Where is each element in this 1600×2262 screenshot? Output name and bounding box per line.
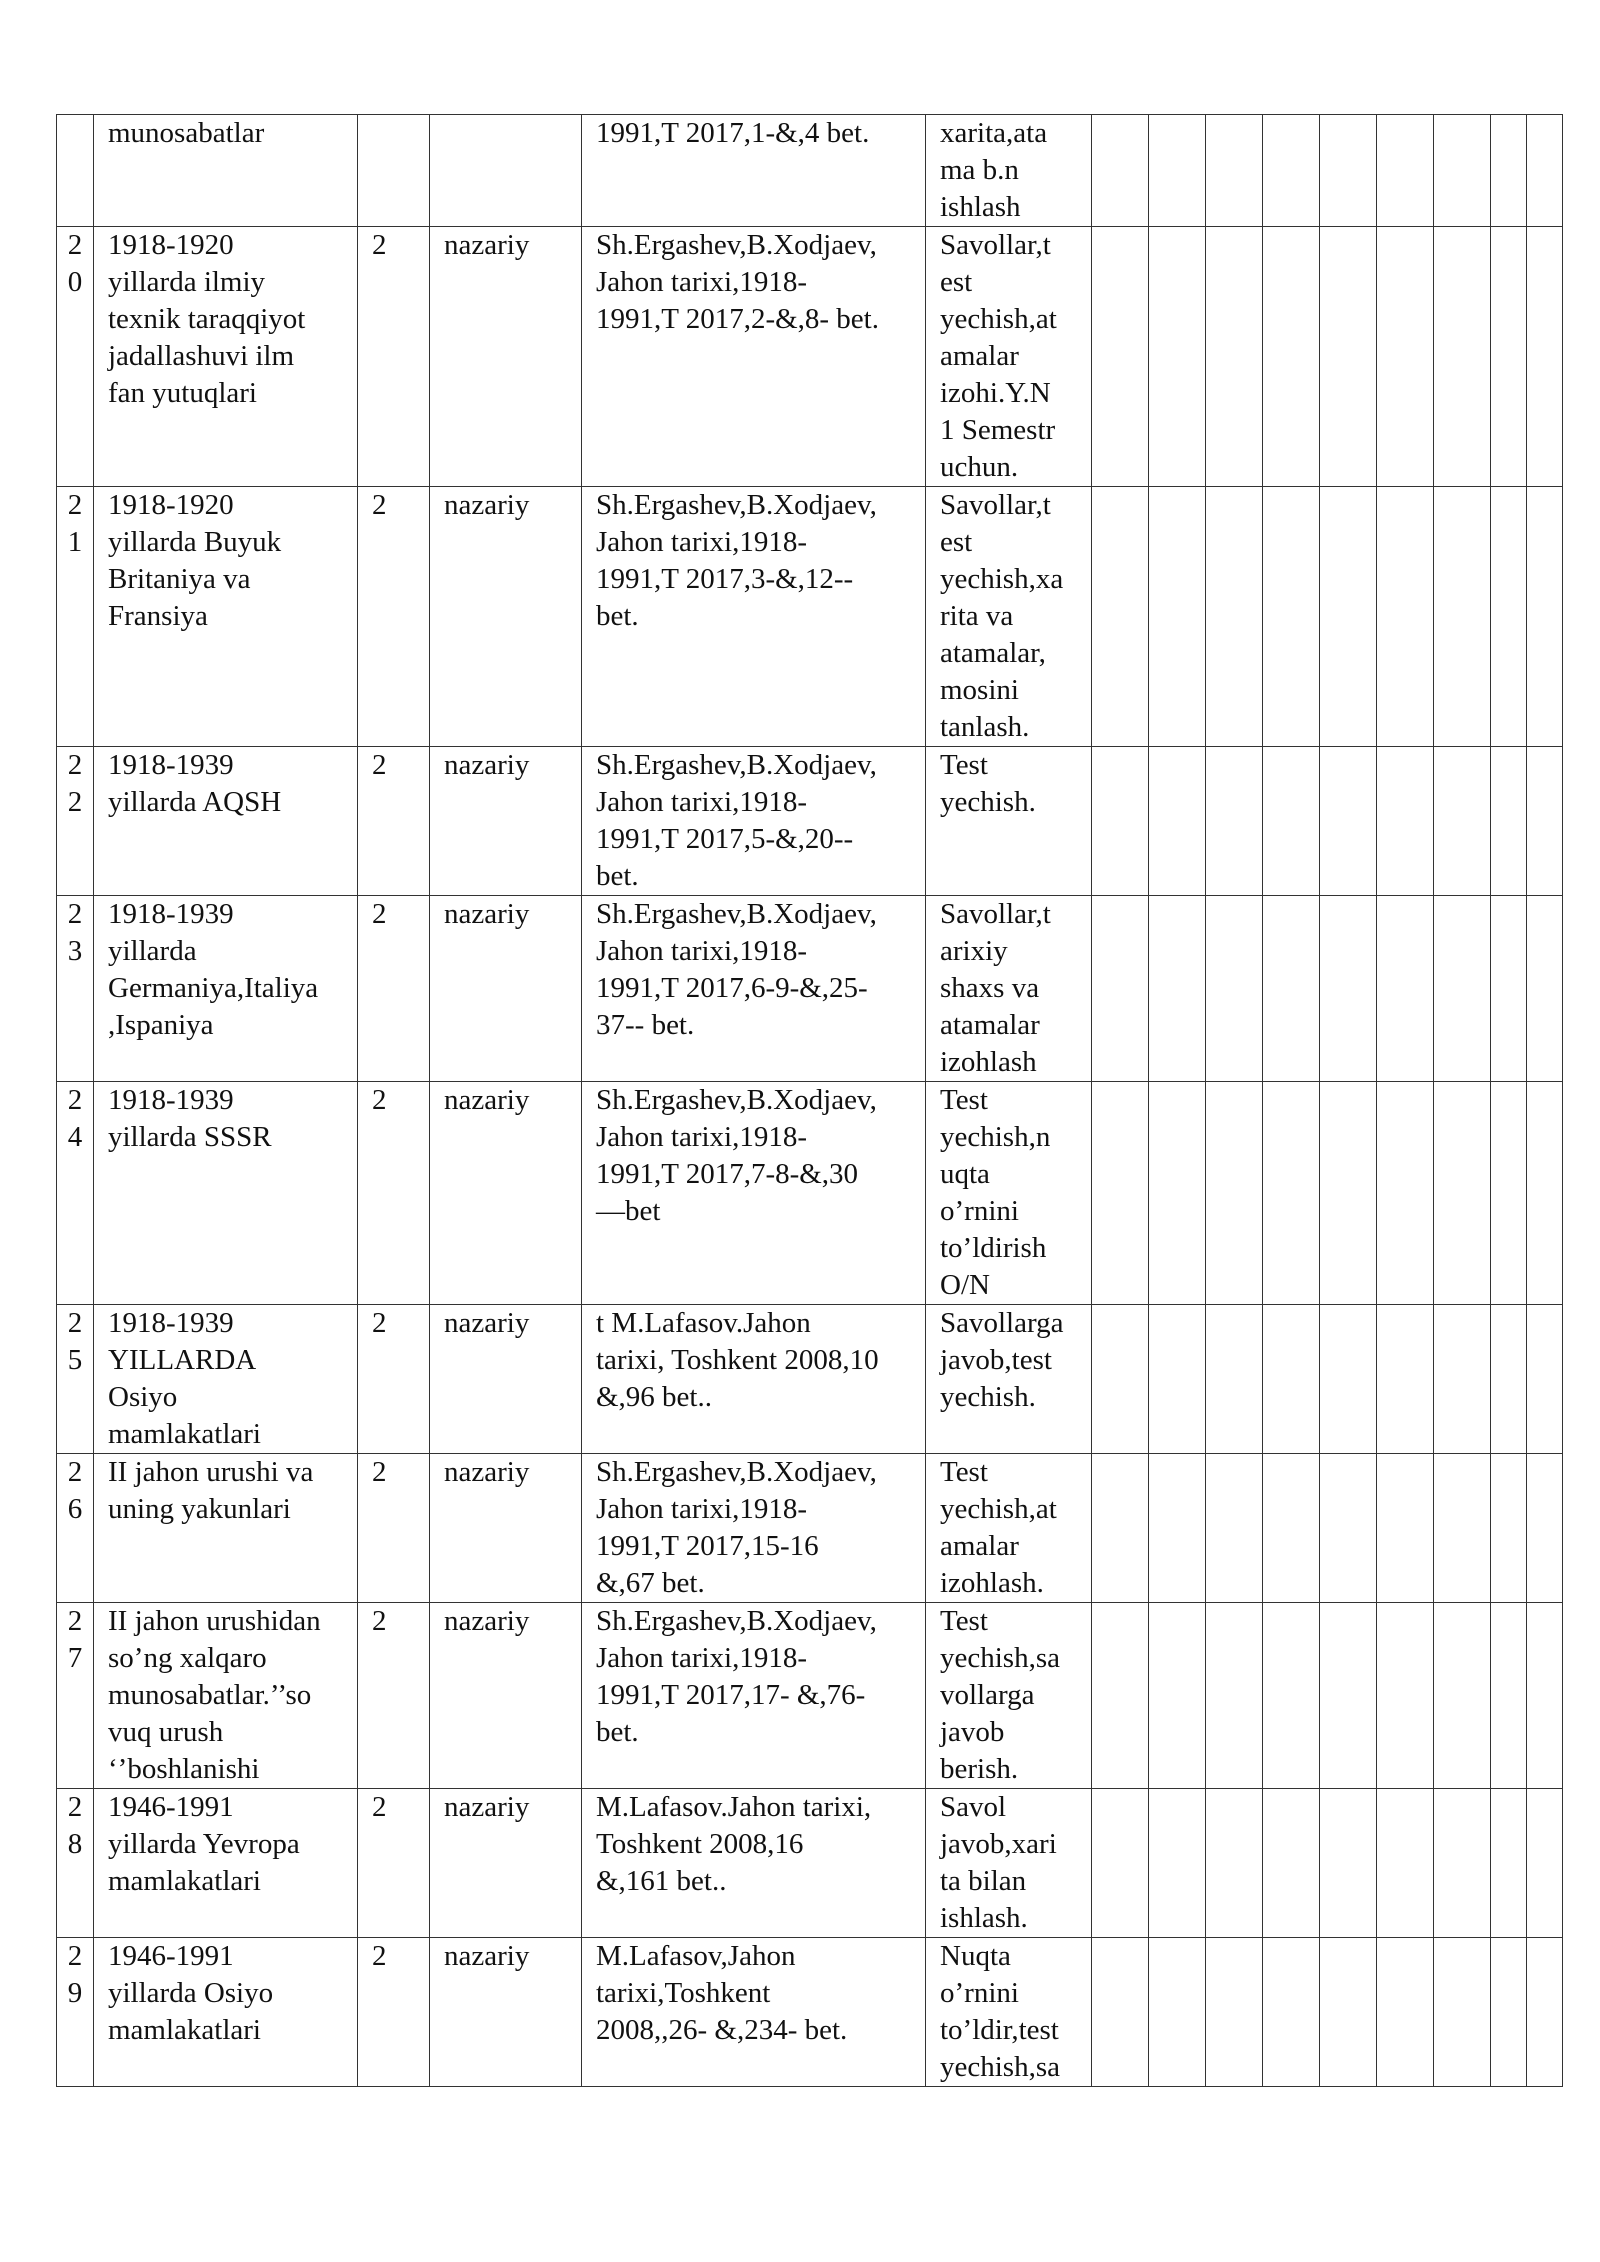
assignment-cell: Test yechish. — [926, 747, 1092, 896]
topic-cell: 1946-1991 yillarda Yevropa mamlakatlari — [94, 1789, 358, 1938]
table-row — [57, 1938, 1563, 2087]
literature-cell: Sh.Ergashev,B.Xodjaev, Jahon tarixi,1918- 1991,T 2017,2-&,8- bet. — [582, 227, 926, 487]
lesson-number-cell: 2 9 — [57, 1938, 94, 2087]
empty-week-cell — [1527, 1454, 1563, 1603]
empty-week-cell — [1206, 1938, 1263, 2087]
empty-week-cell — [1377, 1305, 1434, 1454]
topic-cell: 1918-1920 yillarda ilmiy texnik taraqqiyot jadallashuvi ilm fan yutuqlari — [94, 227, 358, 487]
lesson-type-cell: nazariy — [430, 227, 582, 487]
empty-week-cell — [1434, 1454, 1491, 1603]
topic-cell: II jahon urushi va uning yakunlari — [94, 1454, 358, 1603]
lesson-plan-table — [56, 114, 1563, 2087]
empty-week-cell — [1491, 1082, 1527, 1305]
empty-week-cell — [1149, 1305, 1206, 1454]
empty-week-cell — [1377, 747, 1434, 896]
lesson-type-cell: nazariy — [430, 487, 582, 747]
topic-cell: 1918-1939 yillarda SSSR — [94, 1082, 358, 1305]
assignment-cell: Savollar,t est yechish,at amalar izohi.Y.N 1 Semestr uchun. — [926, 227, 1092, 487]
empty-week-cell — [1149, 1454, 1206, 1603]
hours-cell: 2 — [358, 896, 430, 1082]
hours-cell: 2 — [358, 1789, 430, 1938]
empty-week-cell — [1491, 1938, 1527, 2087]
empty-week-cell — [1377, 227, 1434, 487]
empty-week-cell — [1092, 1082, 1149, 1305]
table-row — [57, 487, 1563, 747]
lesson-number-cell: 2 5 — [57, 1305, 94, 1454]
topic-cell: 1918-1920 yillarda Buyuk Britaniya va Fransiya — [94, 487, 358, 747]
table-body — [57, 115, 1563, 2087]
lesson-number-cell: 2 1 — [57, 487, 94, 747]
topic-cell: 1918-1939 yillarda AQSH — [94, 747, 358, 896]
literature-cell: Sh.Ergashev,B.Xodjaev, Jahon tarixi,1918- 1991,T 2017,5-&,20-- bet. — [582, 747, 926, 896]
empty-week-cell — [1377, 115, 1434, 227]
empty-week-cell — [1377, 1603, 1434, 1789]
empty-week-cell — [1527, 1305, 1563, 1454]
lesson-type-cell: nazariy — [430, 1603, 582, 1789]
hours-cell: 2 — [358, 1938, 430, 2087]
topic-cell: II jahon urushidan so’ng xalqaro munosabatlar.’’so vuq urush ‘’boshlanishi — [94, 1603, 358, 1789]
empty-week-cell — [1092, 896, 1149, 1082]
empty-week-cell — [1263, 1454, 1320, 1603]
empty-week-cell — [1527, 1789, 1563, 1938]
table-row — [57, 1305, 1563, 1454]
literature-cell: t M.Lafasov.Jahon tarixi, Toshkent 2008,10 &,96 bet.. — [582, 1305, 926, 1454]
literature-cell: Sh.Ergashev,B.Xodjaev, Jahon tarixi,1918- 1991,T 2017,7-8-&,30 —bet — [582, 1082, 926, 1305]
assignment-cell: Test yechish,sa vollarga javob berish. — [926, 1603, 1092, 1789]
empty-week-cell — [1263, 1789, 1320, 1938]
lesson-type-cell — [430, 115, 582, 227]
empty-week-cell — [1320, 115, 1377, 227]
lesson-type-cell: nazariy — [430, 1454, 582, 1603]
empty-week-cell — [1092, 1305, 1149, 1454]
lesson-type-cell: nazariy — [430, 896, 582, 1082]
assignment-cell: Savollar,t est yechish,xa rita va atamalar, mosini tanlash. — [926, 487, 1092, 747]
empty-week-cell — [1263, 1603, 1320, 1789]
empty-week-cell — [1092, 115, 1149, 227]
empty-week-cell — [1320, 487, 1377, 747]
table-row — [57, 1603, 1563, 1789]
literature-cell: Sh.Ergashev,B.Xodjaev, Jahon tarixi,1918- 1991,T 2017,15-16 &,67 bet. — [582, 1454, 926, 1603]
literature-cell: 1991,T 2017,1-&,4 bet. — [582, 115, 926, 227]
empty-week-cell — [1527, 747, 1563, 896]
empty-week-cell — [1320, 1938, 1377, 2087]
empty-week-cell — [1434, 747, 1491, 896]
empty-week-cell — [1206, 747, 1263, 896]
empty-week-cell — [1527, 896, 1563, 1082]
empty-week-cell — [1092, 227, 1149, 487]
lesson-number-cell: 2 2 — [57, 747, 94, 896]
empty-week-cell — [1527, 1938, 1563, 2087]
empty-week-cell — [1092, 1789, 1149, 1938]
empty-week-cell — [1206, 1454, 1263, 1603]
empty-week-cell — [1149, 1603, 1206, 1789]
empty-week-cell — [1149, 227, 1206, 487]
lesson-type-cell: nazariy — [430, 1305, 582, 1454]
empty-week-cell — [1491, 896, 1527, 1082]
assignment-cell: Savol javob,xari ta bilan ishlash. — [926, 1789, 1092, 1938]
empty-week-cell — [1434, 1082, 1491, 1305]
empty-week-cell — [1263, 487, 1320, 747]
empty-week-cell — [1092, 487, 1149, 747]
empty-week-cell — [1527, 115, 1563, 227]
table-row — [57, 115, 1563, 227]
hours-cell: 2 — [358, 227, 430, 487]
empty-week-cell — [1149, 487, 1206, 747]
lesson-number-cell: 2 8 — [57, 1789, 94, 1938]
empty-week-cell — [1206, 487, 1263, 747]
empty-week-cell — [1206, 1789, 1263, 1938]
empty-week-cell — [1092, 747, 1149, 896]
empty-week-cell — [1320, 1082, 1377, 1305]
table-row — [57, 1454, 1563, 1603]
lesson-type-cell: nazariy — [430, 1938, 582, 2087]
literature-cell: Sh.Ergashev,B.Xodjaev, Jahon tarixi,1918- 1991,T 2017,17- &,76- bet. — [582, 1603, 926, 1789]
empty-week-cell — [1491, 1789, 1527, 1938]
empty-week-cell — [1527, 1603, 1563, 1789]
empty-week-cell — [1320, 1603, 1377, 1789]
literature-cell: M.Lafasov,Jahon tarixi,Toshkent 2008,,26- &,234- bet. — [582, 1938, 926, 2087]
table-row — [57, 1789, 1563, 1938]
assignment-cell: xarita,ata ma b.n ishlash — [926, 115, 1092, 227]
literature-cell: Sh.Ergashev,B.Xodjaev, Jahon tarixi,1918- 1991,T 2017,3-&,12-- bet. — [582, 487, 926, 747]
lesson-number-cell — [57, 115, 94, 227]
empty-week-cell — [1320, 1789, 1377, 1938]
empty-week-cell — [1377, 487, 1434, 747]
hours-cell: 2 — [358, 1082, 430, 1305]
topic-cell: 1946-1991 yillarda Osiyo mamlakatlari — [94, 1938, 358, 2087]
empty-week-cell — [1206, 115, 1263, 227]
empty-week-cell — [1092, 1603, 1149, 1789]
lesson-number-cell: 2 3 — [57, 896, 94, 1082]
empty-week-cell — [1491, 1603, 1527, 1789]
lesson-type-cell: nazariy — [430, 1789, 582, 1938]
hours-cell: 2 — [358, 487, 430, 747]
lesson-number-cell: 2 7 — [57, 1603, 94, 1789]
topic-cell: munosabatlar — [94, 115, 358, 227]
empty-week-cell — [1377, 1938, 1434, 2087]
empty-week-cell — [1149, 747, 1206, 896]
table-row — [57, 1082, 1563, 1305]
empty-week-cell — [1206, 227, 1263, 487]
empty-week-cell — [1206, 1305, 1263, 1454]
empty-week-cell — [1206, 1082, 1263, 1305]
lesson-type-cell: nazariy — [430, 1082, 582, 1305]
lesson-number-cell: 2 4 — [57, 1082, 94, 1305]
empty-week-cell — [1377, 1082, 1434, 1305]
empty-week-cell — [1491, 747, 1527, 896]
empty-week-cell — [1491, 1454, 1527, 1603]
empty-week-cell — [1149, 1082, 1206, 1305]
empty-week-cell — [1149, 1938, 1206, 2087]
lesson-number-cell: 2 0 — [57, 227, 94, 487]
assignment-cell: Test yechish,n uqta o’rnini to’ldirish O/N — [926, 1082, 1092, 1305]
empty-week-cell — [1206, 1603, 1263, 1789]
empty-week-cell — [1491, 487, 1527, 747]
lesson-type-cell: nazariy — [430, 747, 582, 896]
empty-week-cell — [1320, 747, 1377, 896]
hours-cell — [358, 115, 430, 227]
empty-week-cell — [1320, 1305, 1377, 1454]
empty-week-cell — [1527, 487, 1563, 747]
empty-week-cell — [1263, 115, 1320, 227]
empty-week-cell — [1434, 115, 1491, 227]
empty-week-cell — [1377, 1454, 1434, 1603]
empty-week-cell — [1377, 1789, 1434, 1938]
empty-week-cell — [1320, 227, 1377, 487]
empty-week-cell — [1263, 896, 1320, 1082]
literature-cell: Sh.Ergashev,B.Xodjaev, Jahon tarixi,1918- 1991,T 2017,6-9-&,25- 37-- bet. — [582, 896, 926, 1082]
assignment-cell: Test yechish,at amalar izohlash. — [926, 1454, 1092, 1603]
empty-week-cell — [1434, 1789, 1491, 1938]
topic-cell: 1918-1939 YILLARDA Osiyo mamlakatlari — [94, 1305, 358, 1454]
empty-week-cell — [1206, 896, 1263, 1082]
assignment-cell: Savollar,t arixiy shaxs va atamalar izohlash — [926, 896, 1092, 1082]
literature-cell: M.Lafasov.Jahon tarixi, Toshkent 2008,16 &,161 bet.. — [582, 1789, 926, 1938]
empty-week-cell — [1434, 1938, 1491, 2087]
lesson-number-cell: 2 6 — [57, 1454, 94, 1603]
empty-week-cell — [1434, 1305, 1491, 1454]
hours-cell: 2 — [358, 1454, 430, 1603]
empty-week-cell — [1263, 1305, 1320, 1454]
hours-cell: 2 — [358, 1305, 430, 1454]
empty-week-cell — [1434, 487, 1491, 747]
empty-week-cell — [1263, 227, 1320, 487]
table-row — [57, 227, 1563, 487]
topic-cell: 1918-1939 yillarda Germaniya,Italiya ,Ispaniya — [94, 896, 358, 1082]
empty-week-cell — [1527, 1082, 1563, 1305]
empty-week-cell — [1149, 896, 1206, 1082]
assignment-cell: Savollarga javob,test yechish. — [926, 1305, 1092, 1454]
empty-week-cell — [1527, 227, 1563, 487]
empty-week-cell — [1320, 896, 1377, 1082]
empty-week-cell — [1491, 115, 1527, 227]
empty-week-cell — [1092, 1454, 1149, 1603]
empty-week-cell — [1434, 896, 1491, 1082]
empty-week-cell — [1377, 896, 1434, 1082]
hours-cell: 2 — [358, 1603, 430, 1789]
assignment-cell: Nuqta o’rnini to’ldir,test yechish,sa — [926, 1938, 1092, 2087]
empty-week-cell — [1491, 1305, 1527, 1454]
empty-week-cell — [1434, 1603, 1491, 1789]
empty-week-cell — [1434, 227, 1491, 487]
empty-week-cell — [1263, 1082, 1320, 1305]
empty-week-cell — [1149, 1789, 1206, 1938]
hours-cell: 2 — [358, 747, 430, 896]
empty-week-cell — [1491, 227, 1527, 487]
table-row — [57, 896, 1563, 1082]
empty-week-cell — [1320, 1454, 1377, 1603]
table-row — [57, 747, 1563, 896]
empty-week-cell — [1092, 1938, 1149, 2087]
empty-week-cell — [1149, 115, 1206, 227]
empty-week-cell — [1263, 1938, 1320, 2087]
empty-week-cell — [1263, 747, 1320, 896]
